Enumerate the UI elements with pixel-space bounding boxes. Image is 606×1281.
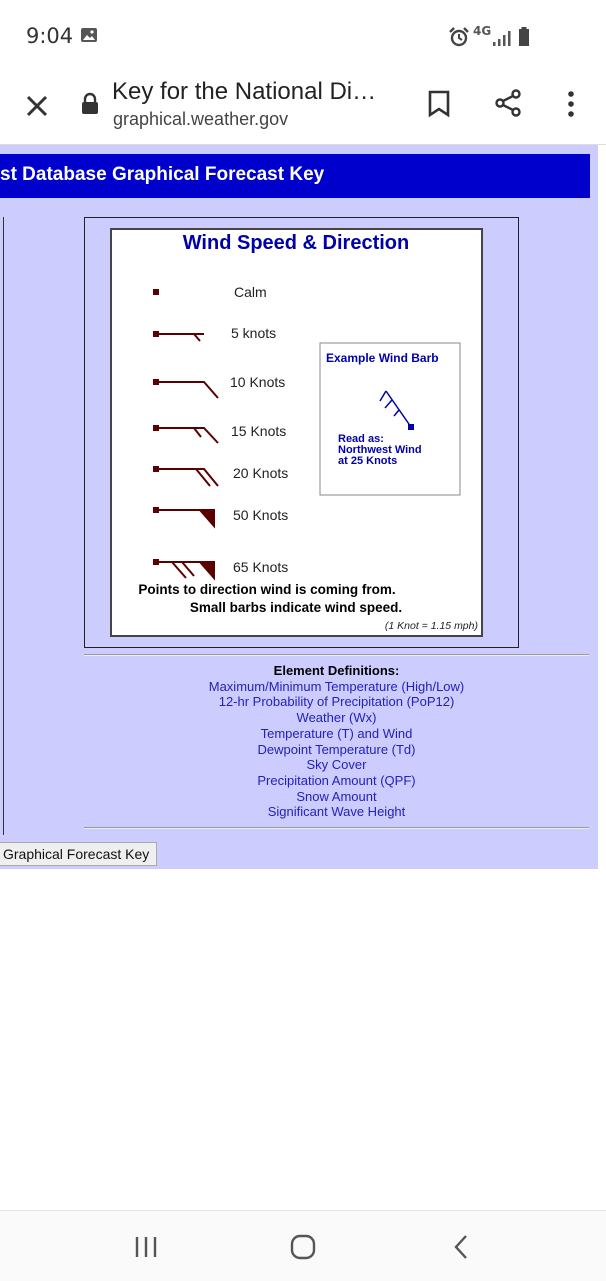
divider-bottom xyxy=(84,827,589,829)
left-column-edge xyxy=(0,217,4,835)
page-content xyxy=(0,145,598,869)
page-domain[interactable]: graphical.weather.gov xyxy=(113,109,289,129)
barb-label-50: 50 Knots xyxy=(233,507,289,523)
more-vert-icon[interactable] xyxy=(566,90,576,118)
note-direction: Points to direction wind is coming from. xyxy=(138,582,396,597)
lock-icon[interactable] xyxy=(80,92,100,116)
example-wind-barb-box xyxy=(320,343,460,495)
link-snow-amount[interactable]: Snow Amount xyxy=(296,788,377,804)
barb-calm xyxy=(153,289,159,295)
back-icon[interactable] xyxy=(452,1234,470,1260)
barb-label-calm: Calm xyxy=(234,284,267,300)
barb-50-knots xyxy=(153,507,214,526)
divider-top xyxy=(84,654,589,656)
wind-key-graphic xyxy=(112,230,481,635)
barb-label-10: 10 Knots xyxy=(230,374,286,390)
battery-icon xyxy=(518,27,530,47)
banner-edge xyxy=(590,154,598,198)
home-icon[interactable] xyxy=(290,1234,316,1260)
close-icon[interactable] xyxy=(22,91,52,121)
barb-15-knots xyxy=(153,425,218,443)
recent-apps-icon[interactable] xyxy=(134,1236,158,1258)
barb-label-15: 15 Knots xyxy=(231,423,287,439)
barb-5-knots xyxy=(153,331,204,341)
example-read-as: Read as: xyxy=(338,433,384,445)
wind-key-image xyxy=(110,228,483,637)
page-title[interactable]: Key for the National Di… xyxy=(112,78,377,105)
graphical-forecast-key-button[interactable]: Graphical Forecast Key xyxy=(0,842,157,866)
share-icon[interactable] xyxy=(493,88,523,118)
wind-key-title: Wind Speed & Direction xyxy=(182,232,410,254)
barb-65-knots xyxy=(153,559,214,578)
note-speed: Small barbs indicate wind speed. xyxy=(189,600,403,615)
barb-label-20: 20 Knots xyxy=(233,465,289,481)
link-sky-cover[interactable]: Sky Cover xyxy=(306,757,367,773)
image-icon xyxy=(80,27,98,43)
definitions-heading: Element Definitions: xyxy=(273,663,400,678)
link-max-min-temp[interactable]: Maximum/Minimum Temperature (High/Low) xyxy=(208,678,465,694)
example-wind-barb-title: Example Wind Barb xyxy=(326,351,439,365)
link-temperature-wind[interactable]: Temperature (T) and Wind xyxy=(260,725,413,741)
barb-20-knots xyxy=(153,466,218,486)
element-definitions xyxy=(84,663,589,820)
barb-label-5: 5 knots xyxy=(231,325,277,341)
bookmark-icon[interactable] xyxy=(427,90,451,118)
banner-title: st Database Graphical Forecast Key xyxy=(0,164,325,185)
link-pop12[interactable]: 12-hr Probability of Precipitation (PoP12) xyxy=(218,694,455,710)
signal-icon xyxy=(492,29,512,47)
alarm-icon xyxy=(448,26,470,48)
link-wave-height[interactable]: Significant Wave Height xyxy=(267,804,406,820)
barb-10-knots xyxy=(153,379,218,398)
link-dewpoint[interactable]: Dewpoint Temperature (Td) xyxy=(257,741,416,757)
link-qpf[interactable]: Precipitation Amount (QPF) xyxy=(257,772,416,788)
status-bar xyxy=(0,0,606,72)
barb-label-65: 65 Knots xyxy=(233,559,289,575)
example-direction: Northwest Wind xyxy=(338,444,422,456)
system-nav-bar xyxy=(0,1210,606,1281)
link-weather[interactable]: Weather (Wx) xyxy=(296,710,377,726)
knot-conversion: (1 Knot = 1.15 mph) xyxy=(384,620,478,632)
status-time: 9:04 xyxy=(26,24,74,48)
network-type: 4G xyxy=(473,24,492,38)
example-speed: at 25 Knots xyxy=(338,455,398,467)
page-banner xyxy=(0,154,590,198)
browser-toolbar xyxy=(0,72,606,145)
